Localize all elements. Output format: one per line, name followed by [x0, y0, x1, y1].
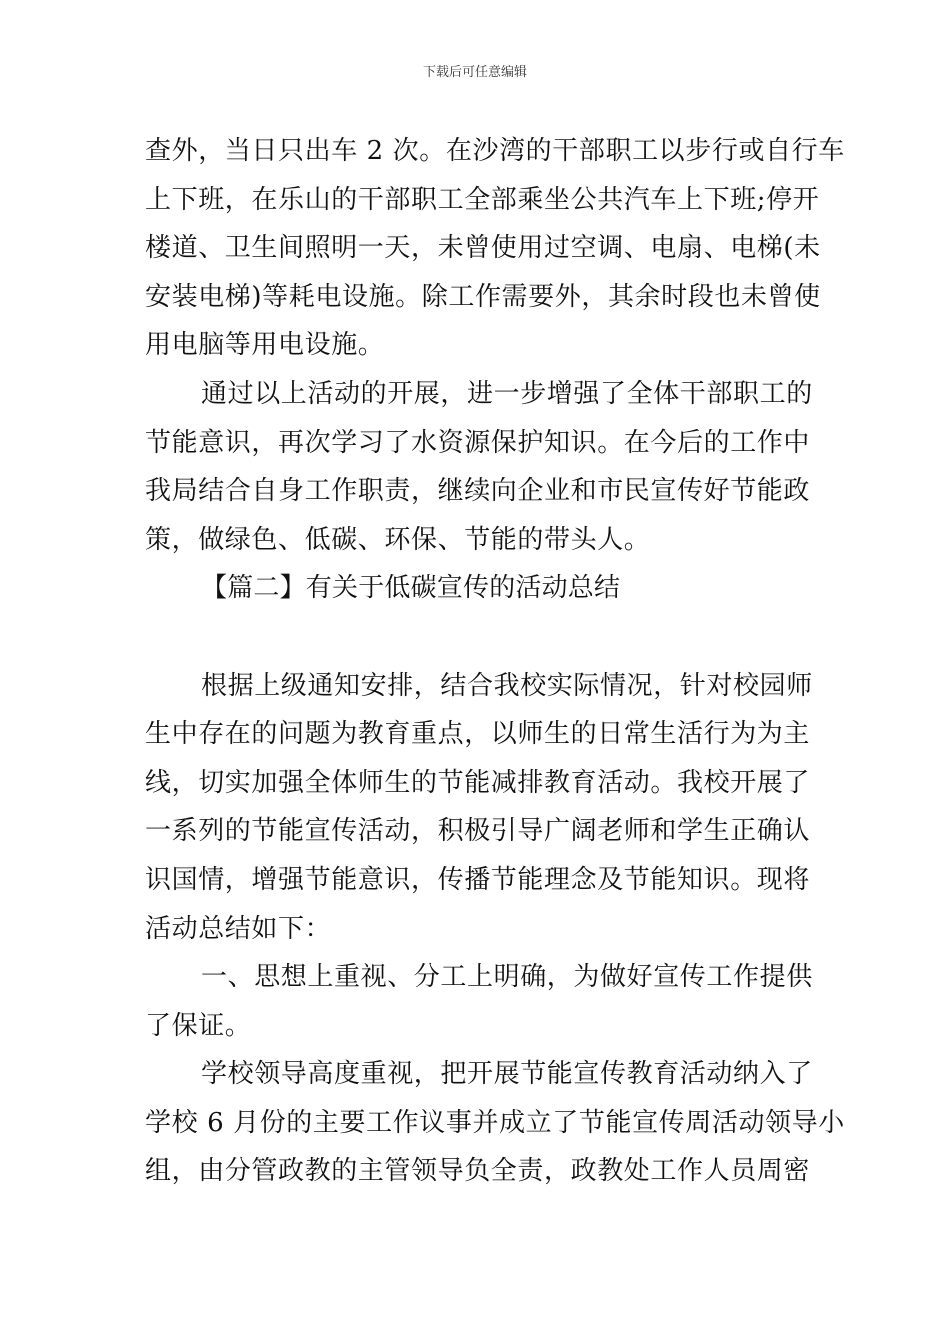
text-line: 上下班，在乐山的干部职工全部乘坐公共汽车上下班;停开 [145, 184, 820, 215]
text-line: 生中存在的问题为教育重点，以师生的日常生活行为为主 [145, 719, 811, 750]
text-line: 用电脑等用电设施。 [145, 330, 385, 361]
blank-line [145, 613, 809, 662]
paragraph-first-line: 学校领导高度重视，把开展节能宣传教育活动纳入了 [201, 1059, 813, 1090]
text-line: 一系列的节能宣传活动，积极引导广阔老师和学生正确认 [145, 816, 811, 847]
text-line: 策，做绿色、低碳、环保、节能的带头人。 [145, 524, 651, 555]
text-line: 学校 6 月份的主要工作议事并成立了节能宣传周活动领导小 [145, 1107, 845, 1138]
paragraph-first-line: 一、思想上重视、分工上明确，为做好宣传工作提供 [201, 962, 813, 993]
text-line: 安装电梯)等耗电设施。除工作需要外，其余时段也未曾使 [145, 281, 821, 312]
paragraph-first-line: 根据上级通知安排，结合我校实际情况，针对校园师 [201, 670, 813, 701]
page-header: 下载后可任意编辑 [422, 65, 527, 80]
text-line: 线，切实加强全体师生的节能减排教育活动。我校开展了 [145, 767, 811, 798]
section-heading: 【篇二】有关于低碳宣传的活动总结 [201, 573, 621, 604]
text-line: 活动总结如下： [145, 913, 332, 944]
document-body [145, 127, 845, 1196]
paragraph-first-line: 通过以上活动的开展，进一步增强了全体干部职工的 [201, 378, 813, 409]
text-line: 我局结合自身工作职责，继续向企业和市民宣传好节能政 [145, 476, 811, 507]
text-line: 了保证。 [145, 1010, 252, 1041]
text-line: 识国情，增强节能意识，传播节能理念及节能知识。现将 [145, 864, 811, 895]
text-line: 楼道、卫生间照明一天，未曾使用过空调、电扇、电梯(未 [145, 233, 821, 264]
text-line: 组，由分管政教的主管领导负全责，政教处工作人员周密 [145, 1156, 811, 1187]
text-line: 节能意识，再次学习了水资源保护知识。在今后的工作中 [145, 427, 811, 458]
text-line: 查外，当日只出车 2 次。在沙湾的干部职工以步行或自行车 [145, 136, 845, 166]
